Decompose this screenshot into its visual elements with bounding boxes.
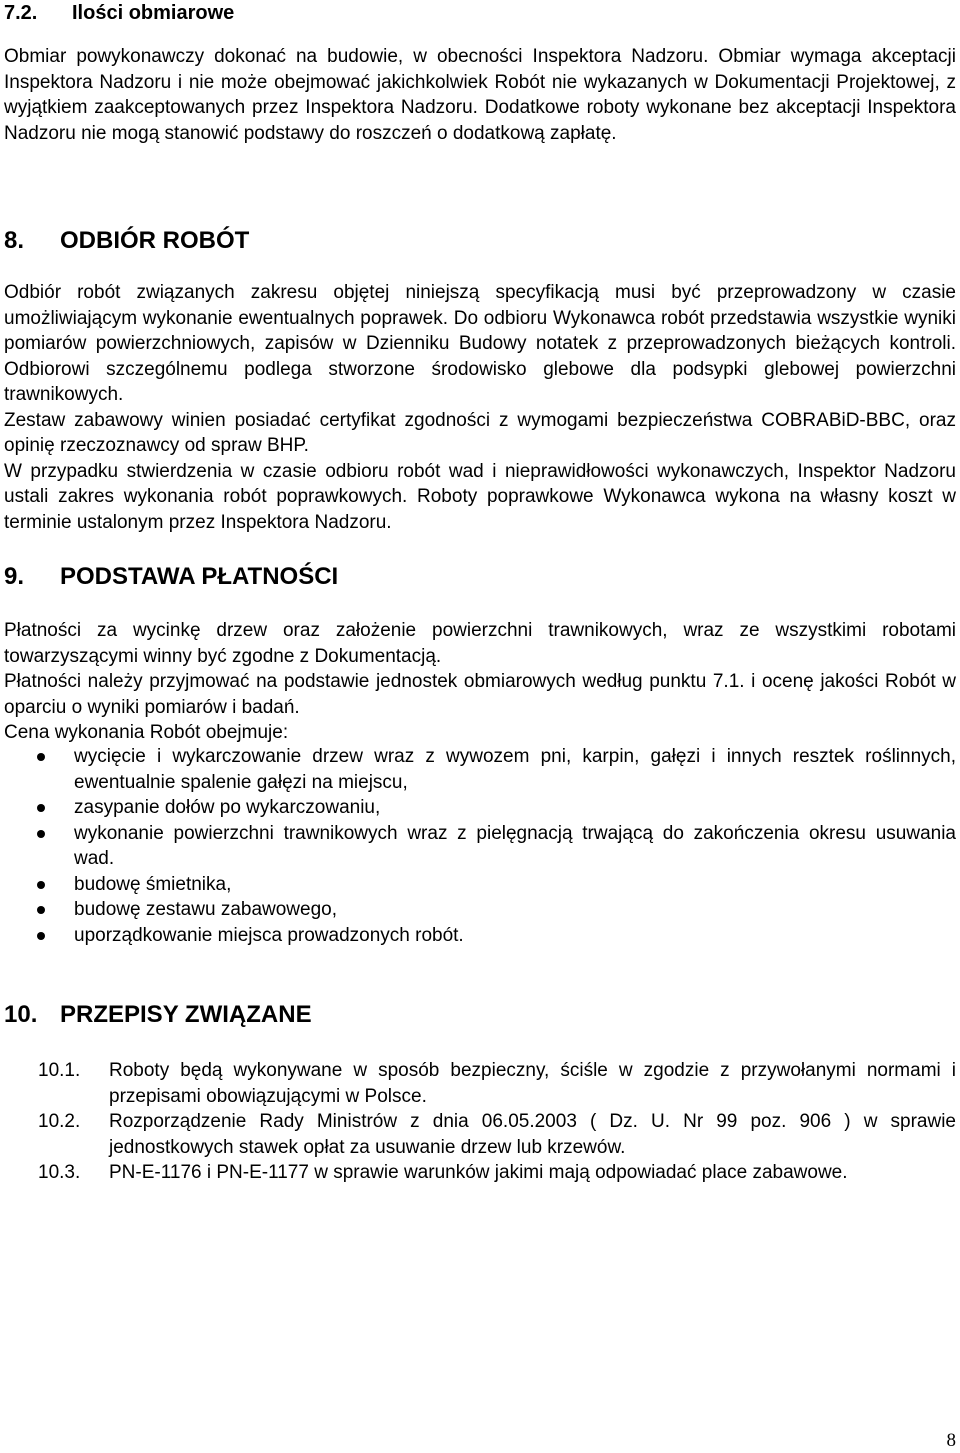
regulation-text: PN-E-1176 i PN-E-1177 w sprawie warunków jakimi mają odpowiadać place zabawowe. — [109, 1162, 848, 1183]
bullet-icon — [37, 932, 45, 940]
list-item: budowę zestawu zabawowego, — [4, 897, 956, 923]
bullet-icon — [37, 881, 45, 889]
section-number: 10. — [4, 1001, 38, 1028]
section-title: PRZEPISY ZWIĄZANE — [60, 1001, 312, 1028]
section-number: 8. — [4, 227, 25, 254]
section-number: 9. — [4, 563, 25, 590]
regulation-item — [38, 1160, 956, 1186]
regulation-number: 10.2. — [38, 1111, 81, 1132]
page-number: 8 — [946, 1430, 956, 1451]
bullet-icon — [37, 753, 45, 761]
list-item: uporządkowanie miejsca prowadzonych robót. — [4, 923, 956, 949]
regulation-item — [38, 1109, 956, 1160]
section-number: 7.2. — [4, 2, 38, 24]
list-item: wykonanie powierzchni trawnikowych wraz z pielęgnacją trwającą do zakończenia okresu usuwania wad. — [4, 821, 956, 872]
regulation-number: 10.1. — [38, 1060, 81, 1081]
section-10-heading — [4, 1000, 312, 1030]
section-9-paragraph-1: Płatności za wycinkę drzew oraz założenie powierzchni trawnikowych, wraz ze wszystkimi robotami towarzyszącymi winny być zgodne z Dokumentacją. — [4, 620, 956, 667]
section-7-2-paragraph: Obmiar powykonawczy dokonać na budowie, w obecności Inspektora Nadzoru. Obmiar wymaga akceptacji Inspektora Nadzoru i nie może obejmować jakichkolwiek Robót nie wykazanych w Dokumentacji Projektowej, z wyjątkiem zaakceptowanych przez Inspektora Nadzoru. Dodatkowe roboty wykonane bez akceptacji Inspektora Nadzoru nie mogą stanowić podstawy do roszczeń o dodatkową zapłatę. — [4, 46, 956, 144]
section-8-body — [4, 280, 956, 535]
section-8-heading — [4, 226, 249, 256]
section-8-paragraph-3: W przypadku stwierdzenia w czasie odbioru robót wad i nieprawidłowości wykonawczych, Inspektor Nadzoru ustali zakres wykonania robót poprawkowych. Roboty poprawkowe Wykonawca wykona na własny koszt w terminie ustalonym przez Inspektora Nadzoru. — [4, 460, 956, 533]
section-7-2-heading — [4, 0, 234, 26]
section-9-paragraph-2: Płatności należy przyjmować na podstawie jednostek obmiarowych według punktu 7.1. i ocenę jakości Robót w oparciu o wyniki pomiarów i badań. — [4, 671, 956, 718]
bullet-icon — [37, 830, 45, 838]
cost-items-list — [4, 744, 956, 948]
section-9-body — [4, 618, 956, 746]
section-title: Ilości obmiarowe — [72, 2, 235, 24]
list-item: wycięcie i wykarczowanie drzew wraz z wywozem pni, karpin, gałęzi i innych resztek roślinnych, ewentualnie spalenie gałęzi na miejscu, — [4, 744, 956, 795]
regulation-number: 10.3. — [38, 1162, 81, 1183]
section-8-paragraph-2: Zestaw zabawowy winien posiadać certyfikat zgodności z wymogami bezpieczeństwa COBRABiD-BBC, oraz opinię rzeczoznawcy od spraw BHP. — [4, 409, 956, 456]
regulations-list — [38, 1058, 956, 1186]
regulation-text: Rozporządzenie Rady Ministrów z dnia 06.05.2003 ( Dz. U. Nr 99 poz. 906 ) w sprawie jednostkowych stawek opłat za usuwanie drzew lub krzewów. — [109, 1111, 956, 1158]
section-title: ODBIÓR ROBÓT — [60, 227, 250, 254]
section-9-paragraph-3: Cena wykonania Robót obejmuje: — [4, 722, 289, 743]
section-8-paragraph-1: Odbiór robót związanych zakresu objętej niniejszą specyfikacją musi być przeprowadzony w czasie umożliwiającym wykonanie ewentualnych poprawek. Do odbioru Wykonawca robót przedstawia wszystkie wyniki pomiarów powierzchniowych, zapisów w Dzienniku Budowy notatek z przeprowadzonych bieżących kontroli. Odbiorowi szczególnemu podlega stworzone środowisko glebowe dla podsypki glebowej powierzchni trawnikowych. — [4, 282, 956, 405]
bullet-icon — [37, 804, 45, 812]
section-9-heading — [4, 562, 338, 592]
list-item: budowę śmietnika, — [4, 872, 956, 898]
regulation-item — [38, 1058, 956, 1109]
section-title: PODSTAWA PŁATNOŚCI — [60, 563, 339, 590]
regulation-text: Roboty będą wykonywane w sposób bezpieczny, ściśle w zgodzie z przywołanymi normami i przepisami obowiązującymi w Polsce. — [109, 1060, 956, 1107]
list-item: zasypanie dołów po wykarczowaniu, — [4, 795, 956, 821]
bullet-icon — [37, 906, 45, 914]
